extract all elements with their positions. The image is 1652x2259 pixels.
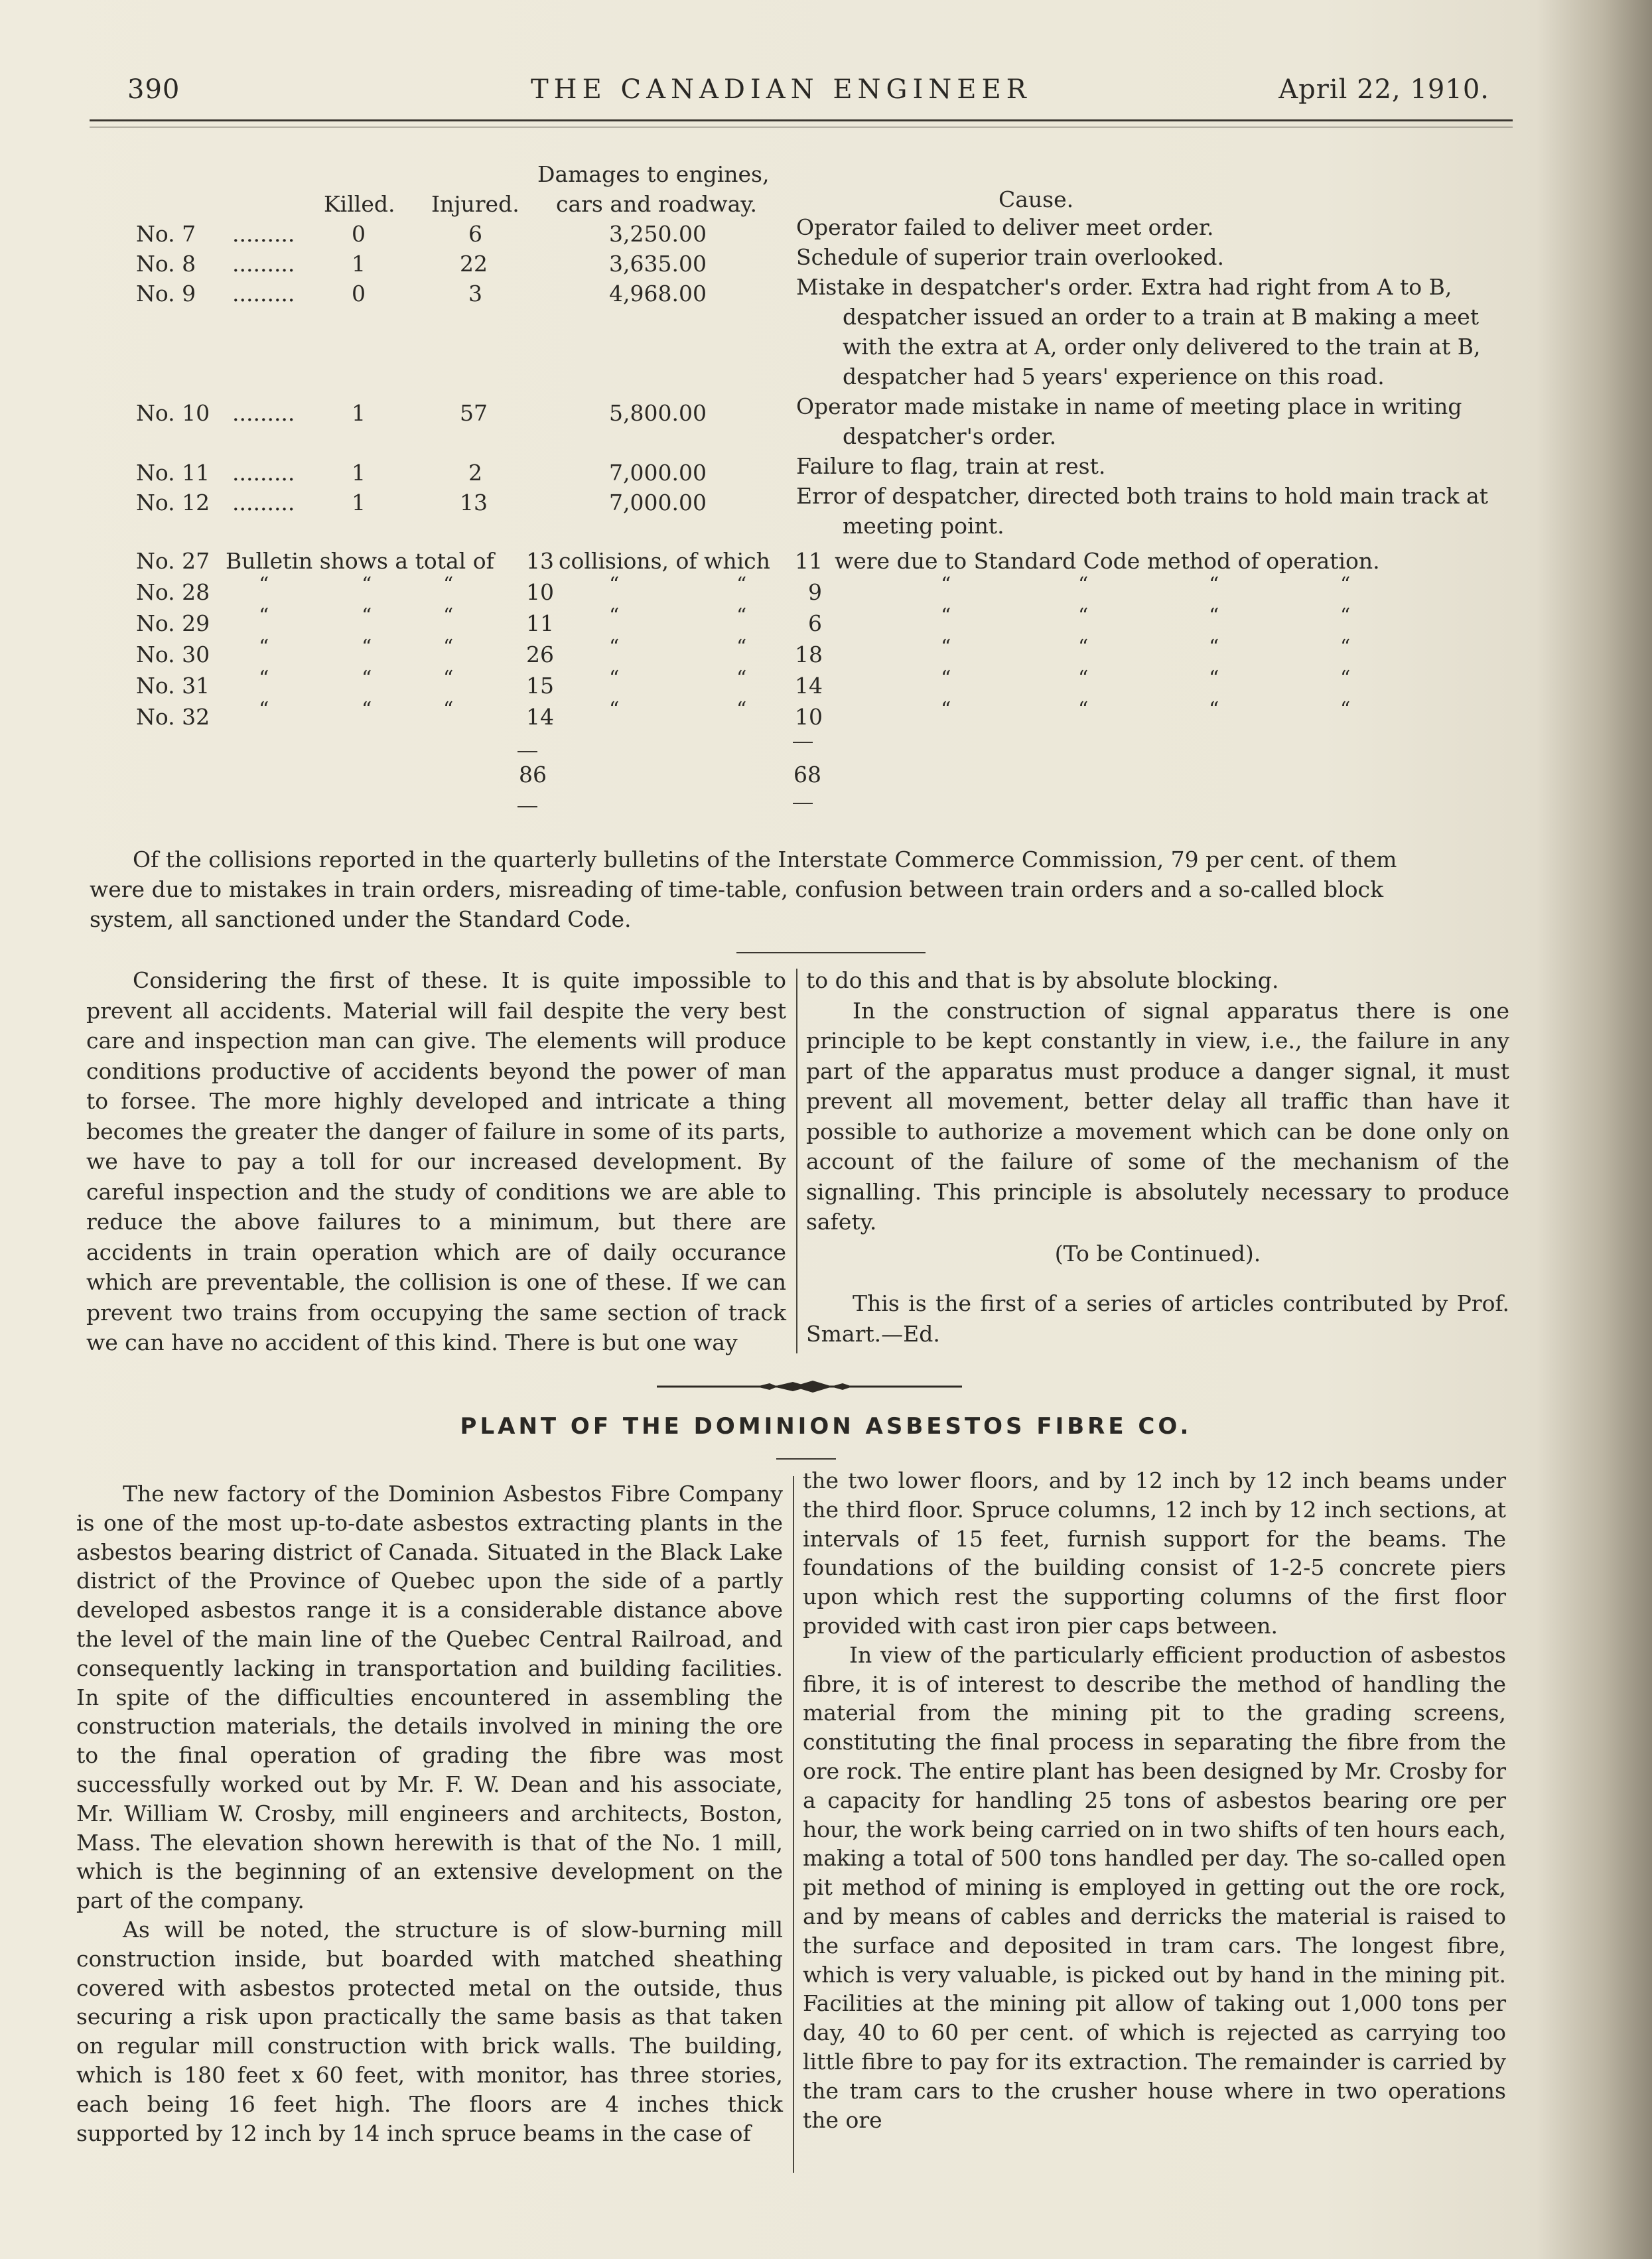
bulletin-row-no: No. 29 — [136, 610, 210, 636]
ditto-mark: “ — [1340, 667, 1351, 690]
ditto-mark: “ — [736, 667, 747, 690]
bulletin-due: 11 — [795, 548, 823, 574]
ditto-mark: “ — [609, 698, 620, 721]
table-row-no: No. 10 — [136, 400, 210, 426]
table-row-no: No. 8 — [136, 251, 196, 277]
article1-right-paragraph-2: In the construction of signal apparatus there is one principle to be kept constantly in view, i.e., the failure in any part of the apparatus must produce a danger signal, it must prevent all movement, better delay all traffic than have it possible to authorize a movement which can be done only on account of the failure of some of the mechanism of the signalling. This principle is absolutely necessary to produce safety. — [806, 997, 1509, 1235]
ditto-mark: “ — [1209, 667, 1219, 690]
ornament-divider — [657, 1377, 962, 1397]
bulletin-total: 13 — [526, 548, 554, 574]
leader-dots: ......... — [232, 460, 295, 486]
killed-value: 1 — [352, 490, 366, 515]
ditto-mark: “ — [443, 667, 454, 690]
bulletin-row-no: No. 30 — [136, 642, 210, 667]
ditto-mark: “ — [259, 573, 269, 596]
damage-value: 3,250.00 — [609, 221, 707, 247]
cause-text: Mistake in despatcher's order. Extra had right from A to B, despatcher issued an order to a train at B making a meet with the extra at A, order only delivered to the train at B, despatcher had 5 years' experience on this road. — [796, 274, 1481, 389]
article2-title: PLANT OF THE DOMINION ASBESTOS FIBRE CO. — [460, 1413, 1192, 1440]
table-row-no: No. 11 — [136, 460, 210, 486]
cause-text: Operator failed to deliver meet order. — [796, 214, 1214, 240]
ditto-mark: “ — [259, 698, 269, 721]
bulletin-total: 15 — [526, 673, 554, 699]
journal-title: THE CANADIAN ENGINEER — [531, 74, 1032, 105]
bulletin-row-no: No. 31 — [136, 673, 210, 699]
cause-text: Schedule of superior train overlooked. — [796, 244, 1224, 270]
ditto-mark: “ — [609, 604, 620, 628]
ditto-mark: “ — [443, 573, 454, 596]
page-number: 390 — [127, 74, 180, 105]
ditto-mark: “ — [941, 604, 951, 628]
damage-value: 5,800.00 — [609, 400, 707, 426]
leader-dots: ......... — [232, 400, 295, 426]
article2-right-column — [803, 1466, 1506, 2134]
ditto-mark: “ — [1340, 604, 1351, 628]
sum-rule — [793, 803, 813, 804]
ditto-mark: “ — [443, 604, 454, 628]
ditto-mark: “ — [736, 573, 747, 596]
ditto-mark: “ — [1209, 604, 1219, 628]
col-killed: Killed. — [324, 191, 395, 217]
bulletin-due: 6 — [808, 610, 822, 636]
article2-right-paragraph-1: the two lower floors, and by 12 inch by 12 inch beams under the third floor. Spruce columns, 12 inch by 12 inch sections, at intervals of 15 feet, furnish support for the beams. The foundations of the building consist of 1-2-5 concrete piers upon which rest the supporting columns of the first floor provided with cast iron pier caps between. — [803, 1468, 1506, 1639]
ditto-mark: “ — [259, 636, 269, 659]
sum-rule — [517, 751, 537, 752]
ditto-mark: “ — [609, 636, 620, 659]
killed-value: 0 — [352, 281, 366, 307]
article1-right-paragraph-1: to do this and that is by absolute blocking. — [806, 967, 1279, 993]
ditto-mark: “ — [941, 573, 951, 596]
bulletin-total: 14 — [526, 704, 554, 730]
leader-dots: ......... — [232, 221, 295, 247]
killed-value: 0 — [352, 221, 366, 247]
damage-value: 7,000.00 — [609, 460, 707, 486]
table-row-no: No. 7 — [136, 221, 196, 247]
col-cause: Cause. — [998, 186, 1074, 212]
article2-right-paragraph-2: In view of the particularly efficient production of asbestos fibre, it is of interest to describe the method of handling the material from the mining pit to the grading screens, constituting the final process in separating the fibre from the ore rock. The entire plant has been designed by Mr. Crosby for a capacity for handling 25 tons of asbestos bearing ore per hour, the work being carried on in two shifts of ten hours each, making a total of 500 tons handled per day. The so-called open pit method of mining is employed in getting out the ore rock, and by means of cables and derricks the material is raised to the surface and deposited in tram cars. The longest fibre, which is very valuable, is picked out by hand in the mining pit. Facilities at the mining pit allow of taking out 1,000 tons per day, 40 to 60 per cent. of which is rejected as carrying too little fibre to pay for its extraction. The remainder is carried by the tram cars to the crusher house where in two operations the ore — [803, 1641, 1506, 2133]
col-damages-line2: cars and roadway. — [556, 191, 758, 217]
table-row-no: No. 12 — [136, 490, 210, 515]
ditto-mark: “ — [1340, 573, 1351, 596]
ditto-mark: “ — [1078, 604, 1089, 628]
sum-due: 68 — [793, 762, 821, 787]
sum-total: 86 — [519, 762, 547, 787]
ditto-mark: “ — [736, 698, 747, 721]
title-rule — [776, 1458, 836, 1460]
table-row-no: No. 9 — [136, 281, 196, 307]
injured-value: 2 — [468, 460, 482, 486]
ditto-mark: “ — [736, 604, 747, 628]
ditto-mark: “ — [941, 698, 951, 721]
ditto-mark: “ — [1340, 636, 1351, 659]
bulletin-due: 14 — [795, 673, 823, 699]
header-rule — [90, 119, 1513, 127]
ditto-mark: “ — [362, 604, 372, 628]
col-injured: Injured. — [431, 191, 519, 217]
leader-dots: ......... — [232, 281, 295, 307]
injured-value: 57 — [460, 400, 488, 426]
ditto-mark: “ — [1078, 698, 1089, 721]
cause-text: Failure to flag, train at rest. — [796, 453, 1106, 479]
column-rule — [793, 1476, 794, 2173]
bulletin-row-no: No. 28 — [136, 579, 210, 605]
bulletin-due: 9 — [808, 579, 822, 605]
bulletin-text: collisions, of which — [559, 548, 770, 574]
ditto-mark: “ — [736, 636, 747, 659]
ditto-mark: “ — [1078, 667, 1089, 690]
ditto-mark: “ — [941, 636, 951, 659]
damage-value: 4,968.00 — [609, 281, 707, 307]
ditto-mark: “ — [941, 667, 951, 690]
bulletin-total: 26 — [526, 642, 554, 667]
killed-value: 1 — [352, 460, 366, 486]
bulletin-due: 10 — [795, 704, 823, 730]
article1-left-paragraph: Considering the first of these. It is quite impossible to prevent all accidents. Material will fail despite the very best care and inspection man can give. The elements will produce conditions productive of accidents beyond the power of man to forsee. The more highly developed and intricate a thing becomes the greater the danger of failure in some of its parts, we have to pay a toll for our increased development. By careful inspection and the study of conditions we are able to reduce the above failures to a minimum, but there are accidents in train operation which are of daily occurance which are preventable, the collision is one of these. If we can prevent two trains from occupying the same section of track we can have no accident of this kind. There is but one way — [86, 967, 786, 1355]
article1-right-column — [806, 965, 1509, 1349]
summary-line-2: were due to mistakes in train orders, misreading of time-table, confusion between train orders and a so-called block — [90, 876, 1384, 902]
ditto-mark: “ — [609, 667, 620, 690]
ditto-mark: “ — [1209, 573, 1219, 596]
ditto-mark: “ — [1078, 636, 1089, 659]
summary-line-3: system, all sanctioned under the Standard Code. — [90, 906, 632, 932]
ditto-mark: “ — [443, 636, 454, 659]
continued-note: (To be Continued). — [1054, 1240, 1261, 1266]
ditto-mark: “ — [362, 667, 372, 690]
summary-line-1: Of the collisions reported in the quarterly bulletins of the Interstate Commerce Commission, 79 per cent. of them — [133, 847, 1397, 872]
leader-dots: ......... — [232, 490, 295, 515]
killed-value: 1 — [352, 400, 366, 426]
bulletin-text: Bulletin shows a total of — [226, 548, 494, 574]
injured-value: 3 — [468, 281, 482, 307]
leader-dots: ......... — [232, 251, 295, 277]
cause-text: Error of despatcher, directed both trains to hold main track at meeting point. — [796, 483, 1488, 539]
ditto-mark: “ — [259, 604, 269, 628]
ditto-mark: “ — [1340, 698, 1351, 721]
injured-value: 13 — [460, 490, 488, 515]
section-divider — [736, 952, 926, 953]
sum-rule — [793, 742, 813, 743]
ditto-mark: “ — [1078, 573, 1089, 596]
article2-left-paragraph-2: As will be noted, the structure is of slow-burning mill construction inside, but boarded with matched sheathing covered with asbestos protected metal on the outside, thus securing a risk upon practically the same basis as that taken on regular mill construction with brick walls. The building, which is 180 feet x 60 feet, with monitor, has three stories, each being 16 feet high. The floors are 4 inches thick supported by 12 inch by 14 inch spruce beams in the case of — [76, 1916, 783, 2146]
column-rule — [796, 969, 797, 1353]
injured-value: 6 — [468, 221, 482, 247]
bulletin-text: were due to Standard Code method of operation. — [835, 548, 1380, 574]
ditto-mark: “ — [1209, 636, 1219, 659]
ditto-mark: “ — [362, 636, 372, 659]
ditto-mark: “ — [1209, 698, 1219, 721]
bulletin-due: 18 — [795, 642, 823, 667]
damage-value: 7,000.00 — [609, 490, 707, 515]
damage-value: 3,635.00 — [609, 251, 707, 277]
ditto-mark: “ — [443, 698, 454, 721]
issue-date: April 22, 1910. — [1278, 74, 1489, 105]
ditto-mark: “ — [609, 573, 620, 596]
article2-left-column — [76, 1479, 783, 2148]
running-header — [86, 74, 1513, 114]
ditto-mark: “ — [362, 573, 372, 596]
injured-value: 22 — [460, 251, 488, 277]
bulletin-row-no: No. 27 — [136, 548, 210, 574]
ditto-mark: “ — [259, 667, 269, 690]
bulletin-total: 11 — [526, 610, 554, 636]
article1-left-column — [86, 965, 786, 1358]
cause-text: Operator made mistake in name of meeting place in writing despatcher's order. — [796, 393, 1462, 449]
article2-left-paragraph-1: The new factory of the Dominion Asbestos Fibre Company is one of the most up-to-date asbestos extracting plants in the asbestos bearing district of Canada. Situated in the Black Lake district of the Province of Quebec upon the side of a partly developed asbestos range it is a considerable distance above the level of the main line of the Quebec Central Railroad, and consequently lacking in transportation and building facilities. In spite of the difficulties encountered in assembling the construction materials, the details involved in mining the ore to the final operation of grading the fibre was most successfully worked out by Mr. F. W. Dean and his associate, Mr. William W. Crosby, mill engineers and architects, Boston, Mass. The elevation shown herewith is that of the No. 1 mill, which is the beginning of an extensive development on the part of the company. — [76, 1481, 783, 1914]
editor-note: This is the first of a series of articles contributed by Prof. Smart.—Ed. — [806, 1290, 1509, 1347]
bulletin-total: 10 — [526, 579, 554, 605]
killed-value: 1 — [352, 251, 366, 277]
sum-rule — [517, 806, 537, 807]
ditto-mark: “ — [362, 698, 372, 721]
bulletin-row-no: No. 32 — [136, 704, 210, 730]
col-damages-line1: Damages to engines, — [537, 161, 770, 187]
